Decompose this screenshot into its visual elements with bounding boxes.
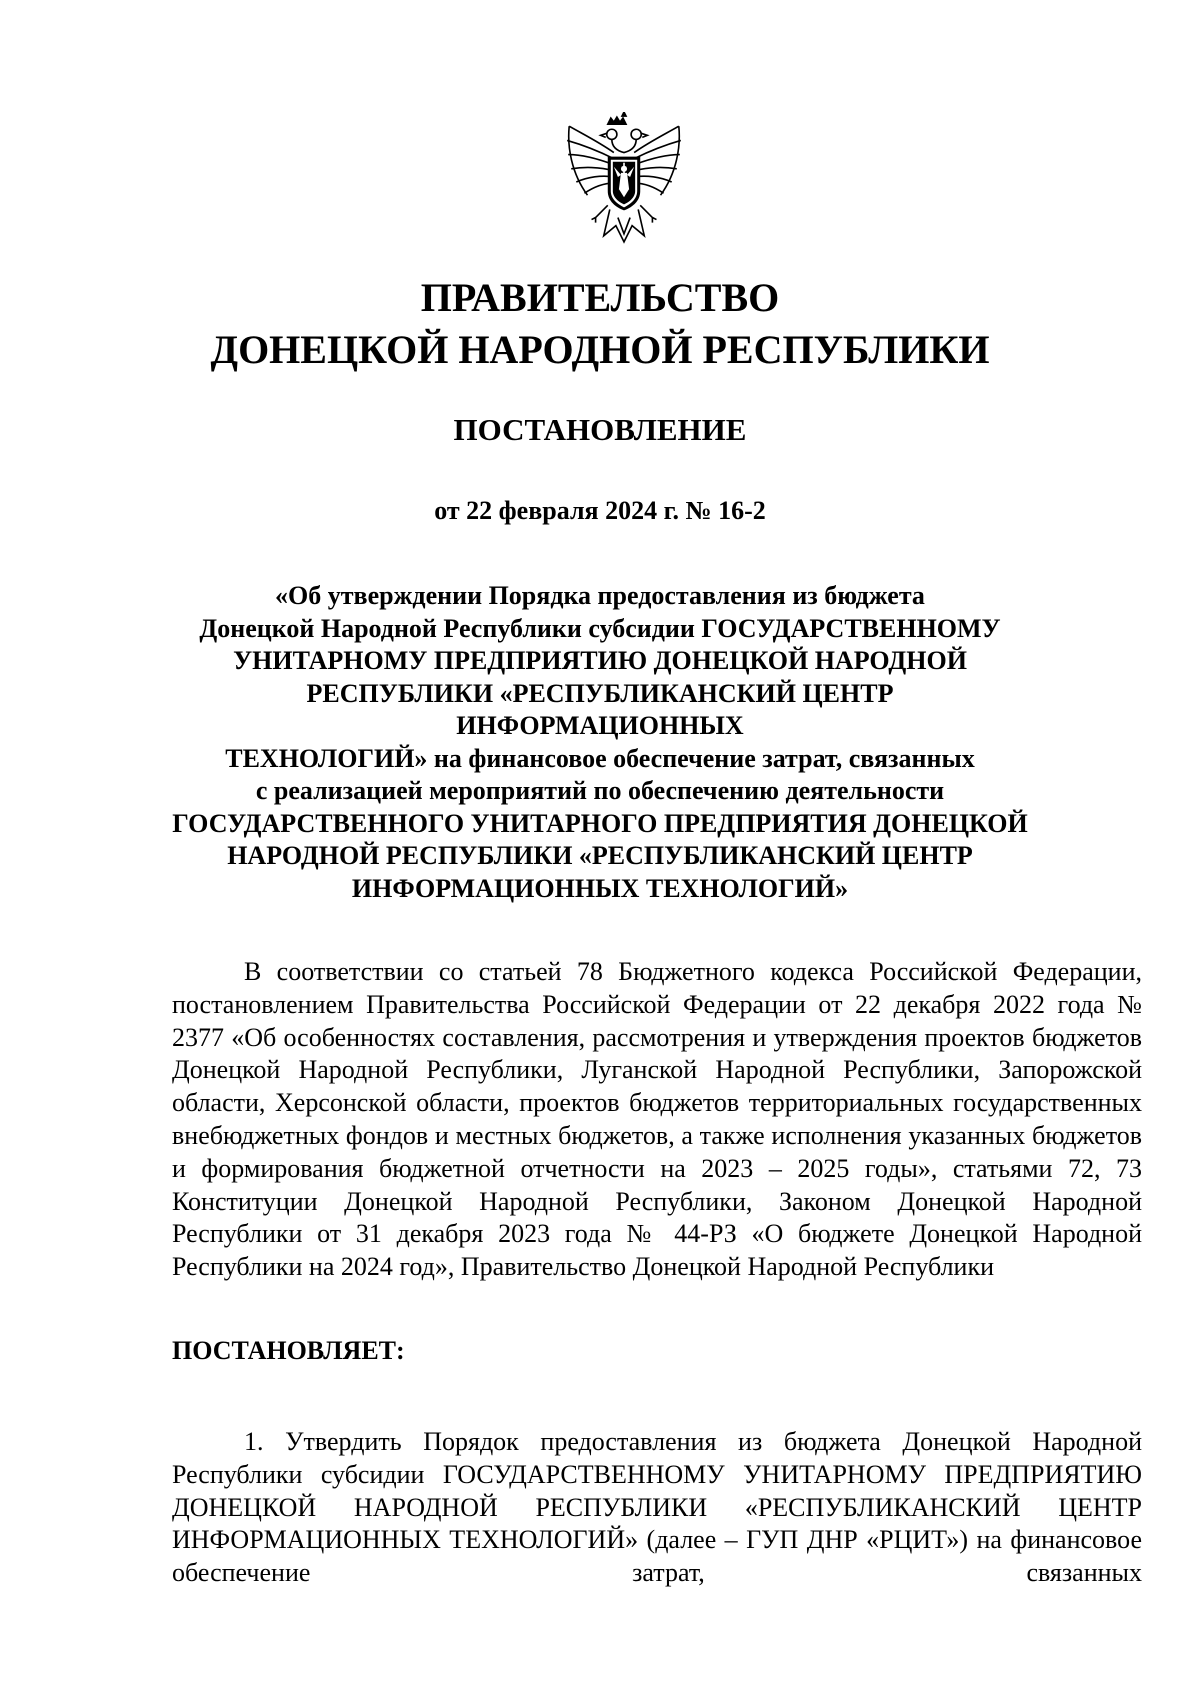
subject-line: РЕСПУБЛИКИ «РЕСПУБЛИКАНСКИЙ ЦЕНТР ИНФОРМАЦИОННЫХ (306, 678, 894, 740)
document-subject (160, 580, 1040, 905)
document-type: ПОСТАНОВЛЕНИЕ (453, 412, 747, 447)
government-title-line1: ПРАВИТЕЛЬСТВО (420, 275, 780, 320)
subject-line: НАРОДНОЙ РЕСПУБЛИКИ «РЕСПУБЛИКАНСКИЙ ЦЕНТР (227, 841, 973, 870)
dpr-coat-of-arms-icon (563, 112, 685, 250)
subject-line: «Об утверждении Порядка предоставления из бюджета (275, 581, 925, 610)
subject-line: ГОСУДАРСТВЕННОГО УНИТАРНОГО ПРЕДПРИЯТИЯ ДОНЕЦКОЙ (172, 808, 1028, 838)
clause-1-paragraph: 1. Утвердить Порядок предоставления из бюджета Донецкой Народной Республики субсидии ГОСУДАРСТВЕННОМУ УНИТАРНОМУ ПРЕДПРИЯТИЮ ДОНЕЦКОЙ НАРОДНОЙ РЕСПУБЛИКИ «РЕСПУБЛИКАНСКИЙ ЦЕНТР ИНФОРМАЦИОННЫХ ТЕХНОЛОГИЙ» (далее – ГУП ДНР «РЦИТ») на финансовое обеспечение затрат, связанных (172, 1427, 1142, 1588)
subject-line: с реализацией мероприятий по обеспечению деятельности (255, 776, 945, 805)
government-title (0, 272, 1200, 376)
subject-line: Донецкой Народной Республики субсидии ГОСУДАРСТВЕННОМУ (199, 613, 1001, 643)
preamble-paragraph: В соответствии со статьей 78 Бюджетного кодекса Российской Федерации, постановлением Правительства Российской Федерации от 22 декабря 2022 года № 2377 «Об особенностях составления, рассмотрения и утверждения проектов бюджетов Донецкой Народной Республики, Луганской Народной Республики, Запорожской области, Херсонской области, проектов бюджетов территориальных государственных внебюджетных фондов и местных бюджетов, а также исполнения указанных бюджетов и формирования бюджетной отчетности на 2023 – 2025 годы», статьями 72, 73 Конституции Донецкой Народной Республики, Законом Донецкой Народной Республики от 31 декабря 2023 года № 44-РЗ «О бюджете Донецкой Народной Республики на 2024 год», Правительство Донецкой Народной Республики (172, 957, 1142, 1282)
document-date-number: от 22 февраля 2024 г. № 16-2 (434, 496, 766, 525)
subject-line: ТЕХНОЛОГИЙ» на финансовое обеспечение затрат, связанных (225, 743, 975, 773)
resolves-heading: ПОСТАНОВЛЯЕТ: (172, 1336, 405, 1365)
subject-line: ИНФОРМАЦИОННЫХ ТЕХНОЛОГИЙ» (351, 873, 849, 903)
subject-line: УНИТАРНОМУ ПРЕДПРИЯТИЮ ДОНЕЦКОЙ НАРОДНОЙ (233, 646, 967, 675)
government-title-line2: ДОНЕЦКОЙ НАРОДНОЙ РЕСПУБЛИКИ (210, 327, 990, 372)
